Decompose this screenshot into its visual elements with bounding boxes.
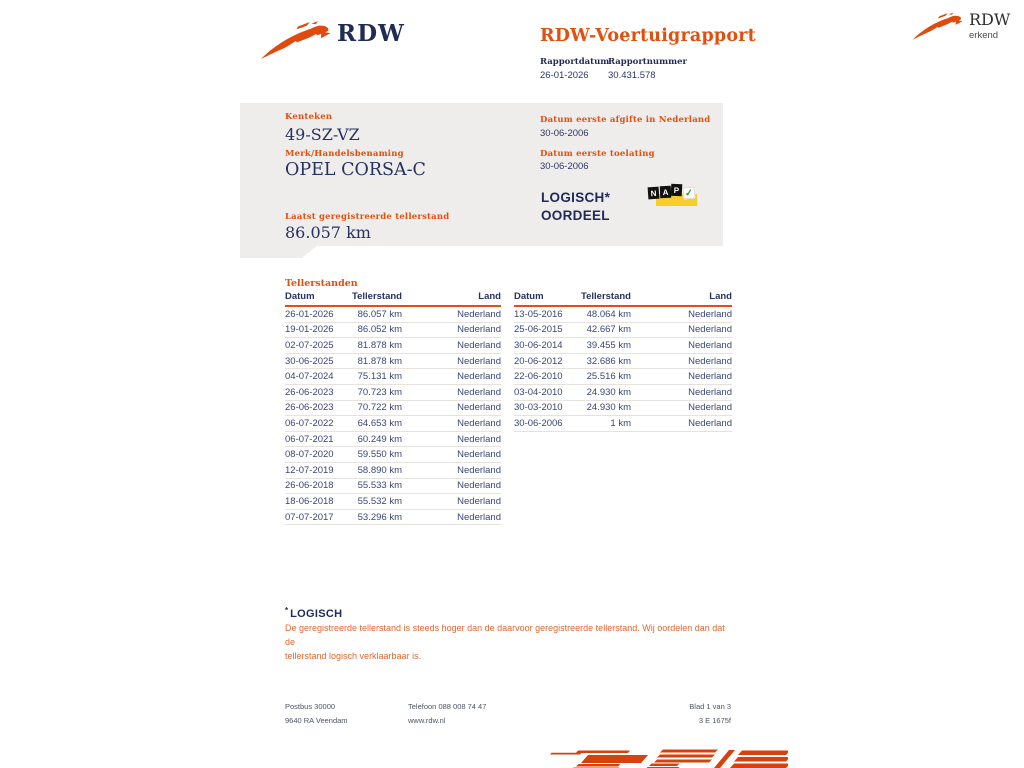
tellerstanden-section-title: Tellerstanden	[285, 278, 358, 289]
tellerstand-label: Laatst geregistreerde tellerstand	[285, 212, 450, 222]
nap-letter-a: A	[659, 186, 670, 198]
afgifte-label: Datum eerste afgifte in Nederland	[540, 115, 711, 125]
table-row: 30-06-2014 39.455 km Nederland	[514, 338, 732, 354]
nap-check-icon: ✓	[684, 187, 694, 199]
nap-letter-p: P	[671, 184, 683, 197]
footer-page-number: Blad 1 van 3	[689, 702, 731, 711]
table-row: 22-06-2010 25.516 km Nederland	[514, 369, 732, 385]
rdw-erkend-subtext: erkend	[969, 30, 999, 41]
footer-address	[285, 700, 348, 728]
nap-letter-n: N	[648, 187, 660, 200]
column-header-tellerstand: Tellerstand	[352, 291, 402, 302]
kenteken-value: 49-SZ-VZ	[285, 125, 360, 144]
table-row: 06-07-2022 64.653 km Nederland	[285, 416, 501, 432]
table-row: 30-06-2006 1 km Nederland	[514, 416, 732, 432]
rdw-eagle-logo	[258, 18, 332, 66]
toelating-label: Datum eerste toelating	[540, 149, 655, 159]
oordeel-line2: OORDEEL	[541, 208, 610, 223]
kenteken-label: Kenteken	[285, 112, 333, 122]
report-number-value: 30.431.578	[608, 70, 656, 81]
table-row: 03-04-2010 24.930 km Nederland	[514, 385, 732, 401]
footer-doc-code: 3 E 1675f	[698, 716, 731, 725]
toelating-value: 30-06-2006	[540, 161, 589, 172]
rdw-erkend-wordmark: RDW	[969, 10, 1011, 29]
note-title: LOGISCH	[290, 608, 343, 620]
logisch-note-heading	[285, 604, 342, 622]
column-header-datum: Datum	[285, 291, 315, 302]
footer-phone: Telefoon 088 008 74 47	[408, 702, 487, 711]
table-header	[514, 291, 732, 307]
footer-address-line2: 9640 RA Veendam	[285, 716, 348, 725]
page-title: RDW-Voertuigrapport	[540, 26, 756, 46]
table-row: 06-07-2021 60.249 km Nederland	[285, 432, 501, 448]
column-header-land: Land	[709, 291, 732, 302]
table-row: 13-05-2016 48.064 km Nederland	[514, 307, 732, 323]
table-header	[285, 291, 501, 307]
table-row: 12-07-2019 58.890 km Nederland	[285, 463, 501, 479]
speed-stripes-graphic	[548, 744, 788, 768]
table-row: 04-07-2024 75.131 km Nederland	[285, 369, 501, 385]
footer-pagination	[600, 700, 731, 728]
tellerstanden-table-right	[514, 291, 732, 432]
table-row: 26-06-2018 55.533 km Nederland	[285, 479, 501, 495]
table-row: 07-07-2017 53.296 km Nederland	[285, 510, 501, 526]
footer-address-line1: Postbus 30000	[285, 702, 336, 711]
logisch-note-body	[285, 621, 725, 663]
tellerstanden-table-left	[285, 291, 501, 525]
footer-website: www.rdw.nl	[408, 716, 446, 725]
merk-label: Merk/Handelsbenaming	[285, 149, 404, 159]
table-row: 30-06-2025 81.878 km Nederland	[285, 354, 501, 370]
oordeel-line1: LOGISCH*	[541, 190, 611, 205]
table-row: 30-03-2010 24.930 km Nederland	[514, 401, 732, 417]
column-header-tellerstand: Tellerstand	[581, 291, 631, 302]
table-row: 18-06-2018 55.532 km Nederland	[285, 494, 501, 510]
note-asterisk: *	[285, 606, 289, 615]
nap-logo	[648, 184, 698, 210]
note-body-line1: De geregistreerde tellerstand is steeds hoger dan de daarvoor geregistreerde tellerstand. Wij oordelen dan dat de	[285, 623, 725, 647]
rdw-logo-wordmark: RDW	[337, 20, 405, 47]
table-row: 19-01-2026 86.052 km Nederland	[285, 323, 501, 339]
table-row: 02-07-2025 81.878 km Nederland	[285, 338, 501, 354]
afgifte-value: 30-06-2006	[540, 128, 589, 139]
column-header-land: Land	[478, 291, 501, 302]
merk-value: OPEL CORSA-C	[285, 160, 426, 180]
report-date-block	[540, 57, 609, 81]
table-row: 26-06-2023 70.722 km Nederland	[285, 401, 501, 417]
rdw-erkend-eagle-logo	[910, 11, 964, 44]
table-row: 08-07-2020 59.550 km Nederland	[285, 447, 501, 463]
table-row: 26-01-2026 86.057 km Nederland	[285, 307, 501, 323]
note-body-line2: tellerstand logisch verklaarbaar is.	[285, 651, 422, 661]
rdw-erkend-mark	[969, 10, 1010, 41]
table-row: 26-06-2023 70.723 km Nederland	[285, 385, 501, 401]
footer-contact	[408, 700, 486, 728]
report-number-block	[608, 57, 687, 81]
report-number-label: Rapportnummer	[608, 57, 687, 67]
table-row: 25-06-2015 42.667 km Nederland	[514, 323, 732, 339]
column-header-datum: Datum	[514, 291, 544, 302]
table-row: 20-06-2012 32.686 km Nederland	[514, 354, 732, 370]
report-date-value: 26-01-2026	[540, 70, 589, 81]
tellerstand-value: 86.057 km	[285, 223, 371, 242]
report-date-label: Rapportdatum	[540, 57, 610, 67]
